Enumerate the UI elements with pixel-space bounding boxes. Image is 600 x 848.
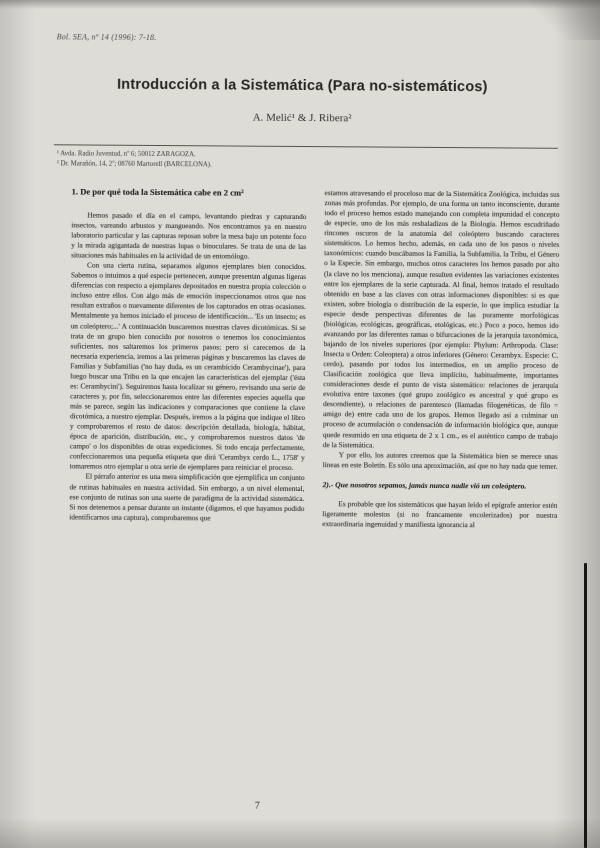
article-body xyxy=(67,186,559,801)
footnotes-block xyxy=(57,149,537,173)
section-2-heading: 2).- Que nosotros sepamos, jamás nunca nadie vió un coleóptero. xyxy=(322,479,527,491)
footnote-rule xyxy=(54,144,558,149)
paragraph: Hemos pasado el día en el campo, levantando piedras y capturando insectos, vareando arbustos y mangueando. Nos encontramos ya en nuestro laboratorio particular y las capturas reposan sobre la mesa bajo un potente foco y la mirada agigantada de nuestras lupas o binoculares. Se trata de una de las situaciones más habituales en la actividad de un entomólogo. xyxy=(71,210,307,261)
paragraph: Con una cierta rutina, separamos algunos ejemplares bien conocidos. Sabemos o intuimos a qué especie pertenecen, aunque presentan algunas ligeras diferencias con respecto a ejemplares depositados en nuestra propia colección o incluso entre ellos. Con algo más de emoción inspeccionamos otros que nos resultan extraños o nuevamente diferentes de los capturados en otras ocasiones. Mentalmente ya hemos iniciado el proceso de identificación... 'Es un insecto; es un coleóptero;...' A continuación buscaremos nuestras claves dicotómicas. Si se trata de un grupo bien conocido por nosotros o tenemos los conocimientos suficientes, nos saltaremos los primeros pasos; pero si carecemos de la necesaria experiencia, iremos a las primeras páginas y buscaremos las claves de Familias y Subfamilias ('no hay duda, es un cerambícido Cerambycinae'), para luego buscar una Tribu en la que encajen las características del ejemplar ('ésta es: Cerambycini'). Seguiremos hasta localizar su género, revisando una serie de caracteres y, por fin, seleccionaremos entre las diferentes especies aquella que más se parece, según las indicaciones y comparaciones que contiene la clave dicotómica, a nuestro ejemplar. Después, iremos a la página que indique el libro y comprobaremos el resto de datos: descripción detallada, biología, hábitat, época de aparición, distribución, etc., y comprobaremos nuestros datos 'de campo' o los disponibles de otras expediciones. Si todo encaja perfectamente, confeccionaremos una pequeña etiqueta que dirá 'Cerambyx cerdo L., 1758' y tomaremos otro ejemplar u otra serie de ejemplares para reiniciar el proceso. xyxy=(69,260,307,473)
scan-edge-artifact xyxy=(584,563,587,848)
right-column xyxy=(320,188,559,802)
article-title: Introducción a la Sistemática (Para no-sistemáticos) xyxy=(116,76,488,96)
paragraph: estamos atravesando el proceloso mar de la Sistemática Zoológica, incluidas sus zonas más profundas. Por ejemplo, de una forma un tanto inconsciente, durante todo el proceso hemos estado manejando con completa impunidad el concepto de especie, uno de los más resbaladizos de la Biología. Hemos escudriñado rincones oscuros de la anatomía del coleóptero buscando caracteres sistemáticos. Lo hemos hecho, además, en cada uno de los pasos o niveles taxonómicos: cuando buscábamos la Familia, la Subfamilia, la Tribu, el Género o la Especie. Sin embargo, muchos otros caracteres los hemos pasado por alto (la clave no los menciona), aunque resulten evidentes las variaciones existentes entre los ejemplares de la serie capturada. Al final, hemos tratado el resultado obtenido en base a las claves con otras informaciones disponibles: si es que existen, sobre biología o distribución de la especie, lo que implica estudiar la especie desde perspectivas diferentes de las puramente morfológicas (biológicas, ecológicas, geográficas, etológicas, etc.) Poco a poco, hemos ido avanzando por las diferentes ramas o bifurcaciones de la jerarquía taxonómica, bajando de los niveles superiores (por ejemplo: Phylum: Arthropoda. Clase: Insecta u Orden: Coleoptera) a otros inferiores (Género: Cerambyx. Especie: C. cerdo), pasando por todos los intermedios, en un amplio proceso de Clasificación zoológica que lleva implícito, habitualmente, importantes consideraciones desde el punto de vista sistemático: relaciones de jerarquía evolutiva entre taxones (qué grupo zoológico es ancestral y qué grupo es descendiente), o relaciones de parentesco (llamadas filogenéticas, de filo = amigo de) entre cada uno de los grupos. Hemos llegado así a culminar un proceso de acumulación o condensación de información biológica que, aunque quede resumido en una etiqueta de 2 x 1 cm., es el auténtico campo de trabajo de la Sistemática. xyxy=(322,188,560,450)
paragraph: Es probable que los sistemáticos que hayan leído el epígrafe anterior estén ligeramente molestos (si no francamente encolerizados) por nuestra extraordinaria ingenuidad y manifiesta ignorancia al xyxy=(322,499,558,530)
paragraph: Y por ello, los autores creemos que la Sistemática bien se merece unas líneas en este Boletín. Es sólo una aproximación, así que no hay nada que temer. xyxy=(322,449,558,471)
footnote-1: ¹ Avda. Radio Juventud, nº 6; 50012 ZARAGOZA. xyxy=(56,150,196,159)
footnote-2: ² Dr. Marañón, 14, 2º; 08760 Martorell (BARCELONA). xyxy=(56,160,212,169)
scan-corner-shade xyxy=(530,0,600,40)
journal-header: Bol. SEA, nº 14 (1996): 7-18. xyxy=(56,32,157,42)
left-column xyxy=(67,186,306,800)
paragraph: El párrafo anterior es una mera simplificación que ejemplifica un conjunto de rutinas habituales en nuestra actividad. Sin embargo, a un nivel elemental, ese conjunto de rutinas son una suerte de paradigma de la actividad sistemática. Si nos detenemos a pensar durante un instante (digamos, el que hayamos podido identificarnos una captura), comprobaremos que xyxy=(69,471,305,523)
section-1-heading: 1. De por qué toda la Sistemática cabe en 2 cm² xyxy=(71,186,244,198)
authors-line: A. Melić¹ & J. Ribera² xyxy=(252,111,352,125)
page-number: 7 xyxy=(254,800,260,812)
